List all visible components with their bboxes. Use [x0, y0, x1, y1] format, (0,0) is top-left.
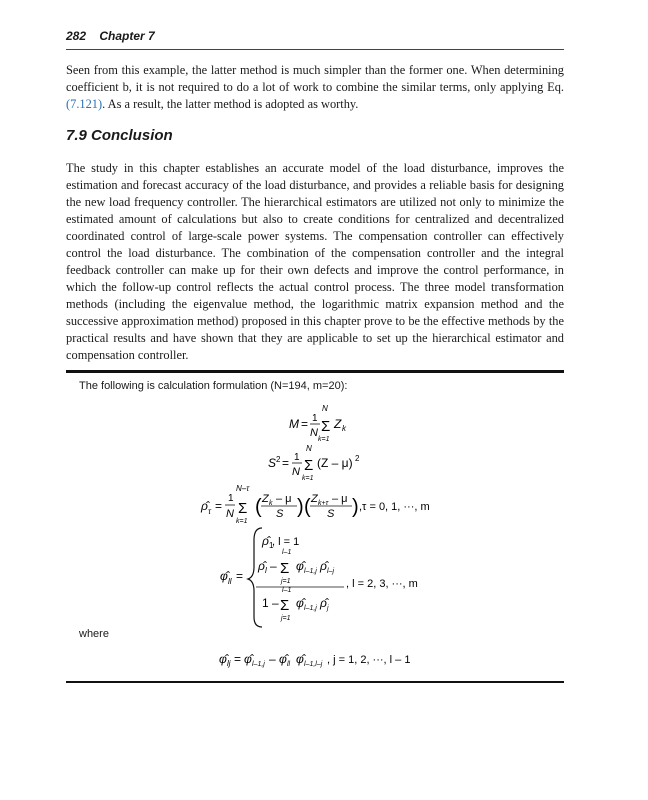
equation-autocorrelation	[200, 484, 430, 525]
svg-text:, j = 1, 2, ···, l – 1: , j = 1, 2, ···, l – 1	[327, 654, 411, 666]
svg-text:φ̂: φ̂	[244, 652, 252, 666]
svg-text:k=1: k=1	[236, 518, 248, 525]
box-intro: The following is calculation formulation (N=194, m=20):	[79, 380, 348, 392]
equation-mean	[289, 404, 347, 443]
svg-text:j: j	[327, 605, 329, 612]
svg-text:l–1: l–1	[282, 549, 292, 556]
svg-text:N: N	[226, 508, 234, 520]
svg-text:φ̂: φ̂	[279, 652, 287, 666]
svg-text:ρ̂: ρ̂	[258, 559, 265, 573]
conclusion-paragraph: The study in this chapter establishes an accurate model of the load disturbance, improves the estimation and forecast accuracy of the load disturbance, and provides a reliable basis for designing the new load frequency controller. The hierarchical estimators are utilized not only to minimize the estimated amount of calculations but also to create conditions for centralized and decentralized coordinated control of large-scale power systems. The compensation controller can effectively control the load disturbance. The combination of the compensation controller and the integral feedback controller can make up for their own defects and improve the control performance, in which the follow-up control reflects the actual control process. The three model transformation methods (including the eigenvalue method, the logarithmic matrix expansion method and the successive approximation method) proposed in this chapter prove to be the effective methods by the practical results and have shown that they are applicable to set up the hierarchical estimator and compensation controller.	[66, 161, 564, 362]
svg-text:l–j: l–j	[327, 568, 335, 575]
running-head	[66, 29, 155, 43]
svg-text:k: k	[269, 500, 273, 507]
svg-text:ll: ll	[287, 661, 291, 668]
equation-phi-ll	[220, 528, 418, 627]
svg-text:=: =	[301, 417, 309, 431]
svg-text:): )	[352, 496, 359, 518]
svg-text:Z: Z	[262, 493, 269, 505]
equation-variance	[268, 444, 360, 482]
svg-text:φ̂: φ̂	[296, 596, 304, 610]
svg-text:– μ: – μ	[332, 493, 348, 505]
svg-text:S: S	[268, 456, 277, 470]
svg-text:j=1: j=1	[281, 578, 291, 585]
svg-text:(Z – μ): (Z – μ)	[317, 456, 353, 470]
svg-text:=: =	[234, 652, 242, 666]
svg-text:ll: ll	[228, 577, 232, 586]
svg-text:1: 1	[312, 413, 318, 424]
svg-text:Σ: Σ	[280, 597, 290, 614]
equation-link[interactable]: (7.121)	[66, 97, 103, 111]
svg-text:Σ: Σ	[304, 457, 314, 474]
sigma-sign: Σ	[321, 418, 331, 435]
svg-text:k=1: k=1	[302, 475, 314, 482]
formula-phi-lj	[0, 645, 648, 675]
svg-text:– μ: – μ	[276, 493, 292, 505]
svg-text:(: (	[304, 496, 311, 518]
svg-text:φ̂: φ̂	[296, 559, 304, 573]
svg-text:l: l	[265, 566, 267, 575]
svg-text:j=1: j=1	[281, 615, 291, 622]
svg-text:φ̂: φ̂	[219, 652, 227, 666]
svg-text:N: N	[322, 404, 328, 413]
svg-text:ρ̂: ρ̂	[201, 499, 208, 513]
svg-text:N: N	[306, 444, 312, 453]
where-label: where	[79, 628, 109, 640]
svg-text:l–1: l–1	[282, 587, 292, 594]
svg-text:N–τ: N–τ	[236, 484, 250, 493]
svg-text:τ: τ	[208, 507, 211, 516]
svg-text:2: 2	[355, 454, 360, 463]
svg-text:N: N	[292, 466, 300, 478]
svg-text:k: k	[342, 424, 346, 433]
intro-paragraph: Seen from this example, the latter method is much simpler than the former one. When determining coefficient b, it is not required to do a lot of work to combine the similar terms, only applying Eq. (7.121). As a result, the latter method is adopted as worthy.	[66, 63, 564, 111]
svg-text:S: S	[276, 508, 284, 520]
svg-text:φ̂: φ̂	[296, 652, 304, 666]
mean-lhs: M	[289, 417, 299, 431]
svg-text:1: 1	[228, 493, 234, 504]
svg-text:=: =	[282, 456, 290, 470]
svg-text:Σ: Σ	[238, 500, 248, 517]
header-rule	[66, 49, 564, 50]
svg-text:, l = 2, 3, ···, m: , l = 2, 3, ···, m	[346, 578, 418, 590]
svg-text:): )	[297, 496, 304, 518]
chapter-label: Chapter 7	[99, 29, 155, 43]
svg-text:ρ̂: ρ̂	[320, 559, 327, 573]
box-top-rule	[66, 370, 564, 373]
svg-text:l–1,j: l–1,j	[304, 605, 317, 612]
svg-text:, l = 1: , l = 1	[272, 536, 300, 548]
svg-text:φ̂: φ̂	[220, 569, 228, 583]
svg-text:Σ: Σ	[280, 560, 290, 577]
svg-text:=: =	[236, 569, 244, 583]
svg-text:N: N	[310, 427, 318, 439]
page-number: 282	[66, 29, 87, 43]
svg-text:Z: Z	[334, 417, 342, 431]
svg-text:1: 1	[269, 541, 274, 550]
svg-text:Z: Z	[311, 493, 318, 505]
svg-text:S: S	[327, 508, 335, 520]
svg-text:–: –	[269, 652, 276, 666]
svg-text:1: 1	[294, 452, 300, 463]
svg-text:ρ̂: ρ̂	[262, 534, 269, 548]
svg-text:1: 1	[262, 596, 269, 610]
svg-text:–: –	[270, 559, 277, 573]
section-heading: 7.9 Conclusion	[66, 127, 173, 144]
svg-text:l–1,j: l–1,j	[304, 568, 317, 575]
svg-text:k+τ: k+τ	[318, 500, 329, 507]
box-bottom-rule	[66, 681, 564, 683]
svg-text:2: 2	[276, 455, 281, 464]
svg-text:k=1: k=1	[318, 436, 330, 443]
svg-text:lj: lj	[227, 659, 231, 668]
svg-text:–: –	[272, 596, 279, 610]
svg-text:l–1,j: l–1,j	[252, 661, 265, 668]
svg-text:(: (	[255, 496, 262, 518]
svg-text:,τ = 0, 1, ···, m: ,τ = 0, 1, ···, m	[359, 501, 430, 513]
svg-text:l–1,l–j: l–1,l–j	[304, 661, 323, 668]
svg-text:ρ̂: ρ̂	[320, 596, 327, 610]
svg-text:=: =	[215, 499, 223, 513]
